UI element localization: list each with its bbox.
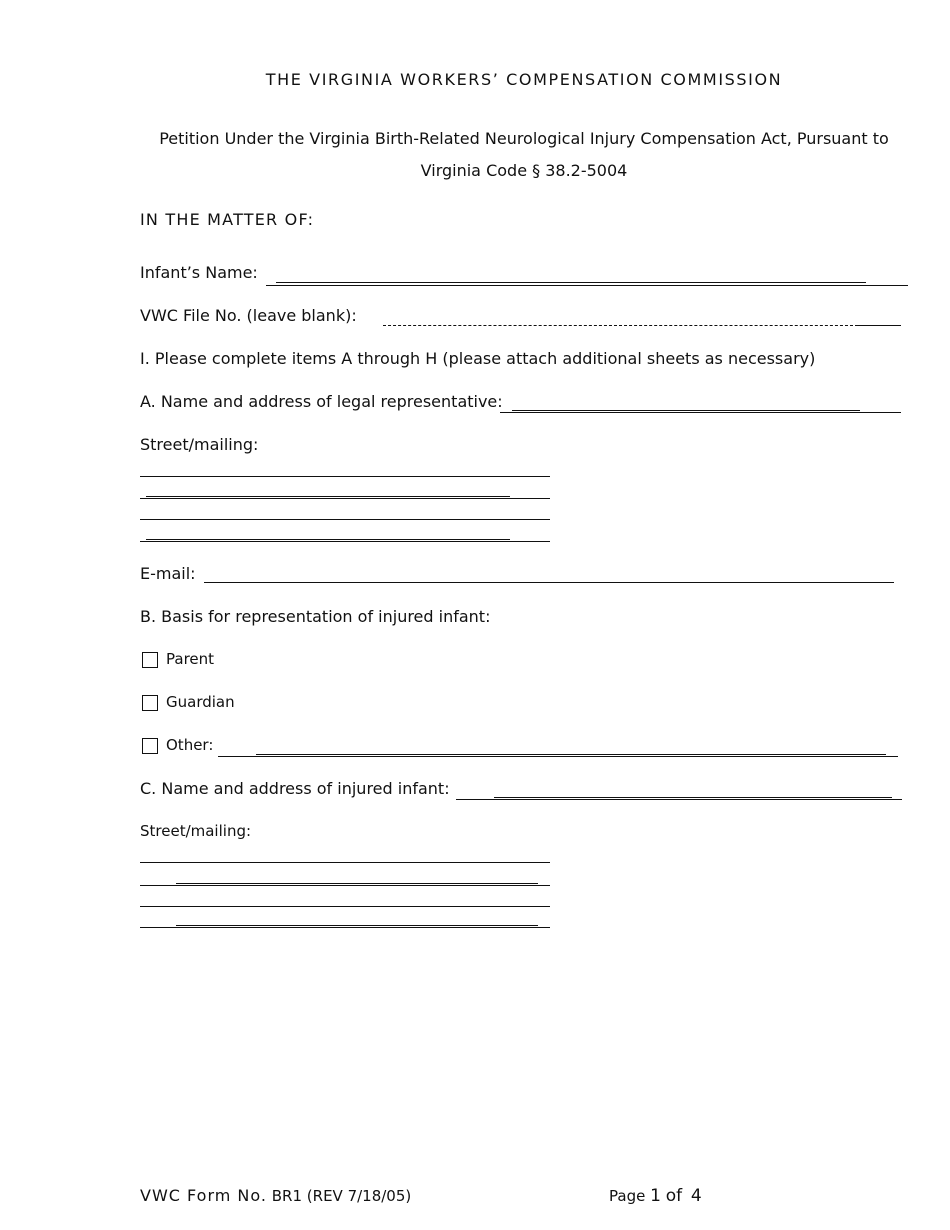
- address-line-a4-dash: [146, 539, 510, 540]
- address-line-a1[interactable]: [140, 476, 550, 477]
- address-line-a4[interactable]: [140, 541, 550, 542]
- other-field[interactable]: [256, 754, 886, 755]
- address-line-a3[interactable]: [140, 519, 550, 520]
- petition-title: [140, 123, 908, 187]
- page-of: of: [665, 1186, 683, 1206]
- guardian-checkbox[interactable]: [142, 695, 158, 711]
- other-underline: [218, 756, 898, 757]
- street-mailing-label-a: Street/mailing:: [140, 435, 259, 454]
- vwc-file-underline: [855, 325, 901, 326]
- form-code: BR1 (REV 7/18/05): [271, 1187, 412, 1205]
- email-label: E-mail:: [140, 564, 196, 583]
- guardian-label: Guardian: [166, 693, 235, 711]
- matter-of-heading: IN THE MATTER OF:: [140, 210, 315, 229]
- injured-infant-field[interactable]: [494, 797, 892, 798]
- address-line-c1[interactable]: [140, 862, 550, 863]
- other-checkbox[interactable]: [142, 738, 158, 754]
- parent-label: Parent: [166, 650, 215, 668]
- address-line-c4-dash: [176, 925, 538, 926]
- address-line-c2-dash: [176, 883, 538, 884]
- legal-rep-underline: [500, 412, 901, 413]
- address-line-c3[interactable]: [140, 906, 550, 907]
- address-line-c4[interactable]: [140, 927, 550, 928]
- basis-label: B. Basis for representation of injured infant:: [140, 607, 491, 626]
- petition-line-2: Virginia Code § 38.2-5004: [420, 161, 628, 180]
- parent-checkbox[interactable]: [142, 652, 158, 668]
- injured-infant-underline: [456, 799, 902, 800]
- street-mailing-label-c: Street/mailing:: [140, 822, 252, 840]
- vwc-file-label: VWC File No. (leave blank):: [140, 306, 357, 325]
- address-line-c2[interactable]: [140, 885, 550, 886]
- form-no-label: VWC Form No.: [140, 1186, 267, 1205]
- legal-rep-label: A. Name and address of legal representative:: [140, 392, 503, 411]
- page-label: Page: [609, 1187, 646, 1205]
- form-number: [140, 1186, 411, 1205]
- address-line-a2-dash: [146, 496, 510, 497]
- page-total: 4: [690, 1186, 702, 1206]
- injured-infant-label: C. Name and address of injured infant:: [140, 779, 450, 798]
- address-line-a2[interactable]: [140, 498, 550, 499]
- page-current: 1: [650, 1186, 661, 1206]
- page-indicator: [609, 1186, 702, 1206]
- infant-name-field[interactable]: [276, 282, 866, 283]
- petition-line-1: Petition Under the Virginia Birth-Related Neurological Injury Compensation Act, Pursuant to: [159, 129, 889, 148]
- commission-title: THE VIRGINIA WORKERS’ COMPENSATION COMMISSION: [265, 70, 783, 89]
- infant-name-label: Infant’s Name:: [140, 263, 258, 282]
- vwc-file-field[interactable]: [383, 325, 853, 326]
- instructions-text: I. Please complete items A through H (please attach additional sheets as necessary): [140, 349, 816, 368]
- other-label: Other:: [166, 736, 214, 754]
- email-field[interactable]: [204, 582, 894, 583]
- infant-name-underline: [266, 285, 908, 286]
- legal-rep-field[interactable]: [512, 410, 860, 411]
